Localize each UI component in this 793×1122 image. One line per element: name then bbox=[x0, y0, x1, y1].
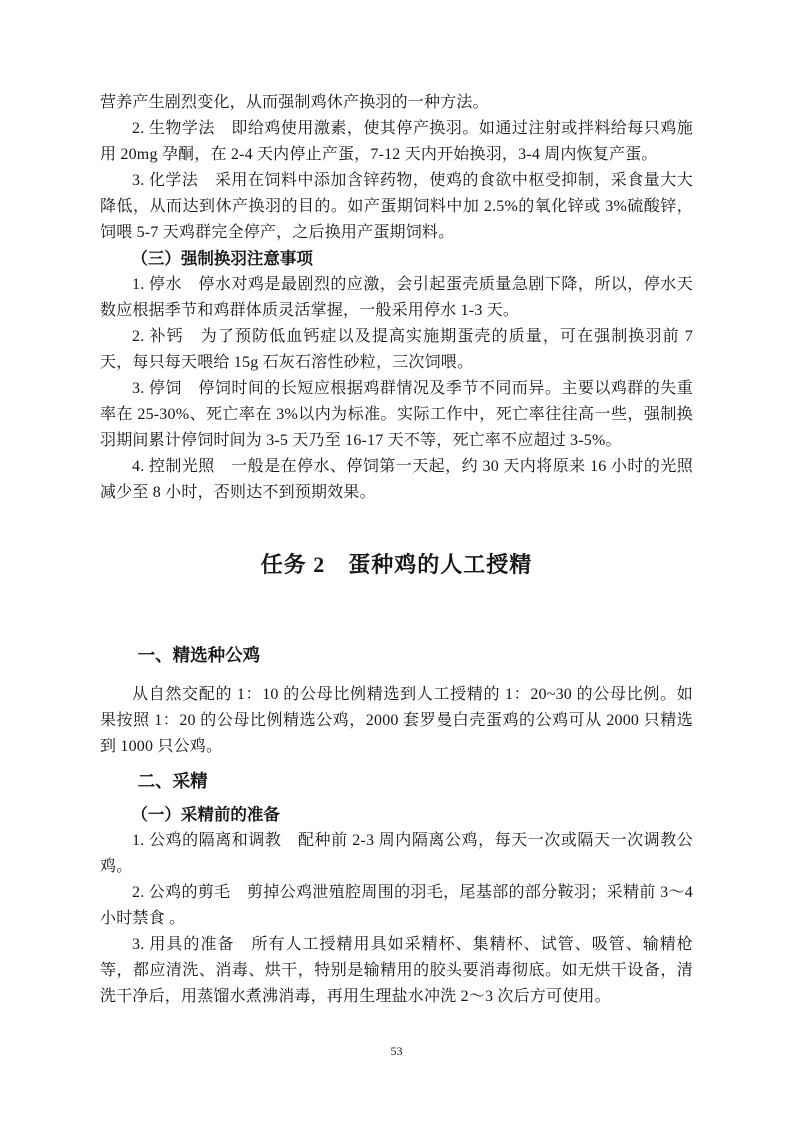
paragraph-equipment-preparation: 3. 用具的准备 所有人工授精用具如采精杯、集精杯、试管、吸管、输精枪等，都应清洗、消毒、烘干，特别是输精用的胶头要消毒彻底。如无烘干设备，清洗干净后，用蒸馏水煮沸消毒，再用生理盐水冲洗 2～3 次后方可使用。 bbox=[100, 936, 693, 1005]
paragraph-water-withdrawal: 1. 停水 停水对鸡是最剧烈的应激，会引起蛋壳质量急剧下降，所以，停水天数应根据季节和鸡群体质灵活掌握，一般采用停水 1-3 天。 bbox=[100, 276, 693, 319]
subsection-heading-collection-preparation: （一）采精前的准备 bbox=[131, 805, 280, 824]
section-heading-semen-collection: 二、采精 bbox=[137, 771, 208, 791]
page-number: 53 bbox=[390, 1044, 403, 1058]
paragraph-rooster-isolation-training: 1. 公鸡的隔离和调教 配种前 2-3 周内隔离公鸡，每天一次或隔天一次调教公鸡。 bbox=[100, 832, 693, 875]
page-footer bbox=[0, 1042, 793, 1060]
paragraph-biological-method: 2. 生物学法 即给鸡使用激素，使其停产换羽。如通过注射或拌料给每只鸡施用 20mg 孕酮，在 2-4 天内停止产蛋，7-12 天内开始换羽，3-4 周内恢复产蛋。 bbox=[100, 120, 693, 163]
paragraph-light-control: 4. 控制光照 一般是在停水、停饲第一天起，约 30 天内将原来 16 小时的光照减少至 8 小时，否则达不到预期效果。 bbox=[100, 458, 693, 501]
paragraph-rooster-ratio: 从自然交配的 1：10 的公母比例精选到人工授精的 1：20~30 的公母比例。如果按照 1：20 的公母比例精选公鸡，2000 套罗曼白壳蛋鸡的公鸡可从 2000 只精选到 1000 只公鸡。 bbox=[100, 686, 693, 755]
subsection-heading-molting-precautions: （三）强制换羽注意事项 bbox=[131, 249, 313, 268]
task-title: 任务 2 蛋种鸡的人工授精 bbox=[260, 552, 533, 577]
paragraph-rooster-feather-trimming: 2. 公鸡的剪毛 剪掉公鸡泄殖腔周围的羽毛，尾基部的部分鞍羽；采精前 3～4 小时禁食 。 bbox=[100, 884, 693, 927]
paragraph-calcium-supplement: 2. 补钙 为了预防低血钙症以及提高实施期蛋壳的质量，可在强制换羽前 7 天，每只每天喂给 15g 石灰石溶性砂粒，三次饲喂。 bbox=[100, 328, 693, 371]
paragraph-chemical-method: 3. 化学法 采用在饲料中添加含锌药物，使鸡的食欲中枢受抑制，采食量大大降低，从而达到休产换羽的目的。如产蛋期饲料中加 2.5%的氧化锌或 3%硫酸锌，饲喂 5-7 天鸡群完全停产，之后换用产蛋期饲料。 bbox=[100, 172, 693, 241]
section-heading-select-roosters: 一、精选种公鸡 bbox=[137, 645, 261, 665]
paragraph-continuation: 营养产生剧烈变化，从而强制鸡休产换羽的一种方法。 bbox=[100, 94, 489, 111]
paragraph-feed-withdrawal: 3. 停饲 停饲时间的长短应根据鸡群情况及季节不同而异。主要以鸡群的失重率在 25-30%、死亡率在 3%以内为标准。实际工作中，死亡率往往高一些，强制换羽期间累计停饲时间为 3-5 天乃至 16-17 天不等，死亡率不应超过 3-5%。 bbox=[100, 380, 693, 449]
